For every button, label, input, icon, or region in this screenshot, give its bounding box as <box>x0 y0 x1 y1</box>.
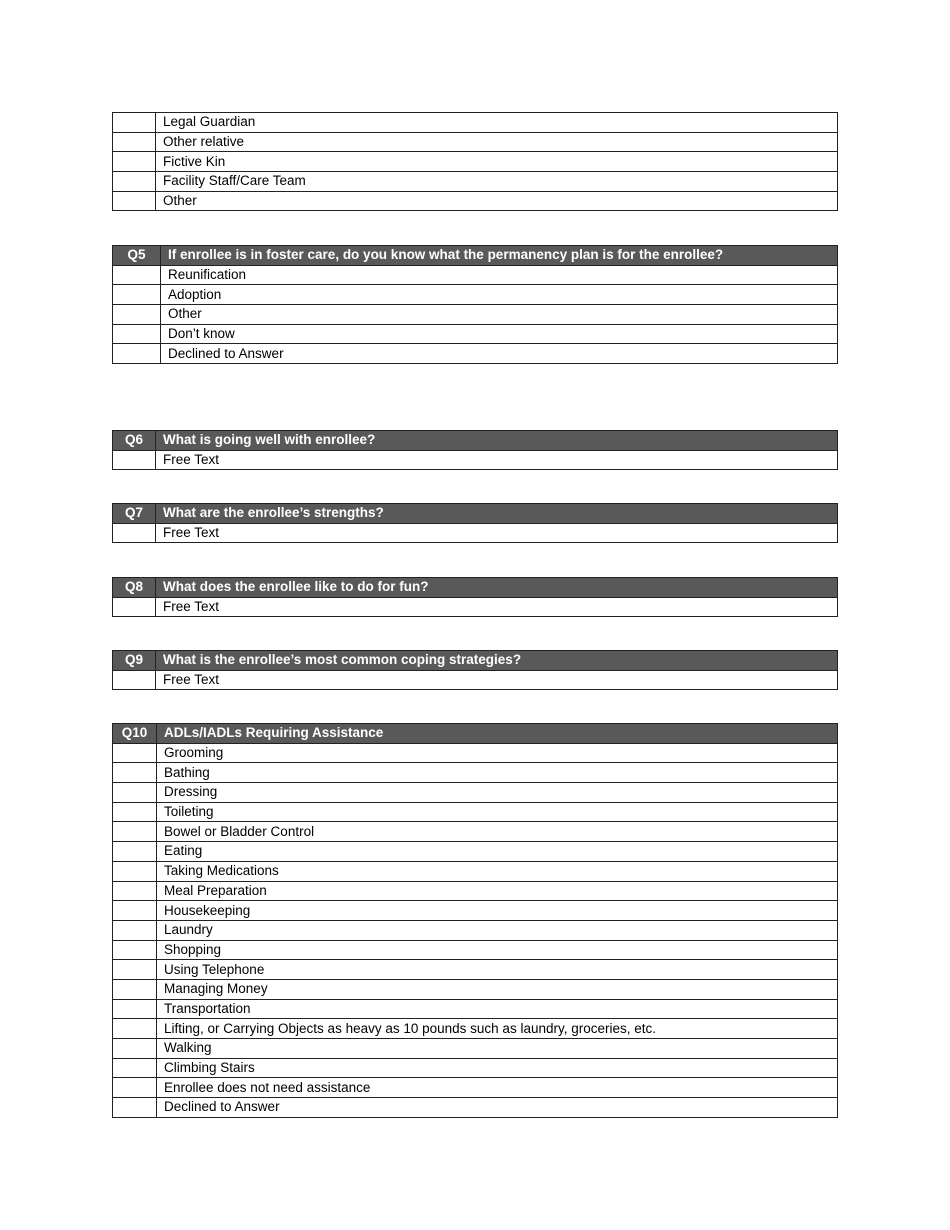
q6-number: Q6 <box>113 431 156 451</box>
option-label: Other relative <box>156 132 838 152</box>
option-label: Laundry <box>157 920 838 940</box>
answer-checkbox-cell[interactable] <box>113 783 157 803</box>
option-row <box>113 842 838 862</box>
option-row <box>113 324 838 344</box>
option-label: Adoption <box>161 285 838 305</box>
answer-checkbox-cell[interactable] <box>113 822 157 842</box>
option-row <box>113 1058 838 1078</box>
option-row <box>113 960 838 980</box>
option-label: Lifting, or Carrying Objects as heavy as 10 pounds such as laundry, groceries, etc. <box>157 1019 838 1039</box>
option-row <box>113 172 838 192</box>
answer-checkbox-cell[interactable] <box>113 265 161 285</box>
option-row <box>113 763 838 783</box>
option-label: Eating <box>157 842 838 862</box>
option-label: Reunification <box>161 265 838 285</box>
option-row <box>113 152 838 172</box>
q5-table <box>112 245 838 364</box>
option-row <box>113 940 838 960</box>
answer-checkbox-cell[interactable] <box>113 960 157 980</box>
option-label: Free Text <box>156 670 838 690</box>
option-row <box>113 191 838 211</box>
answer-checkbox-cell[interactable] <box>113 999 157 1019</box>
option-row <box>113 132 838 152</box>
option-row <box>113 999 838 1019</box>
q7-header-row <box>113 504 838 524</box>
answer-checkbox-cell[interactable] <box>113 305 161 325</box>
option-label: Other <box>156 191 838 211</box>
q6-header-row <box>113 431 838 451</box>
q10-question: ADLs/IADLs Requiring Assistance <box>157 724 838 744</box>
answer-checkbox-cell[interactable] <box>113 940 157 960</box>
option-row <box>113 523 838 543</box>
q8-table <box>112 577 838 617</box>
option-row <box>113 979 838 999</box>
option-row <box>113 920 838 940</box>
q7-table <box>112 503 838 543</box>
option-label: Declined to Answer <box>161 344 838 364</box>
option-label: Shopping <box>157 940 838 960</box>
option-label: Toileting <box>157 802 838 822</box>
option-label: Managing Money <box>157 979 838 999</box>
option-row <box>113 597 838 617</box>
q7-number: Q7 <box>113 504 156 524</box>
answer-checkbox-cell[interactable] <box>113 1098 157 1118</box>
answer-checkbox-cell[interactable] <box>113 920 157 940</box>
option-label: Transportation <box>157 999 838 1019</box>
option-row <box>113 1098 838 1118</box>
q8-number: Q8 <box>113 578 156 598</box>
answer-checkbox-cell[interactable] <box>113 901 157 921</box>
option-label: Meal Preparation <box>157 881 838 901</box>
option-label: Climbing Stairs <box>157 1058 838 1078</box>
answer-checkbox-cell[interactable] <box>113 743 157 763</box>
option-row <box>113 1019 838 1039</box>
option-row <box>113 1078 838 1098</box>
option-row <box>113 901 838 921</box>
q9-header-row <box>113 651 838 671</box>
answer-checkbox-cell[interactable] <box>113 450 156 470</box>
option-row <box>113 305 838 325</box>
q6-table <box>112 430 838 470</box>
answer-checkbox-cell[interactable] <box>113 802 157 822</box>
answer-checkbox-cell[interactable] <box>113 152 156 172</box>
q9-number: Q9 <box>113 651 156 671</box>
answer-checkbox-cell[interactable] <box>113 113 156 133</box>
option-label: Don’t know <box>161 324 838 344</box>
option-row <box>113 822 838 842</box>
answer-checkbox-cell[interactable] <box>113 1078 157 1098</box>
q9-question: What is the enrollee’s most common coping strategies? <box>156 651 838 671</box>
q10-header-row <box>113 724 838 744</box>
q6-question: What is going well with enrollee? <box>156 431 838 451</box>
option-label: Free Text <box>156 597 838 617</box>
option-row <box>113 344 838 364</box>
q8-question: What does the enrollee like to do for fun? <box>156 578 838 598</box>
answer-checkbox-cell[interactable] <box>113 763 157 783</box>
option-label: Fictive Kin <box>156 152 838 172</box>
option-label: Walking <box>157 1039 838 1059</box>
q5-question: If enrollee is in foster care, do you know what the permanency plan is for the enrollee? <box>161 246 838 266</box>
answer-checkbox-cell[interactable] <box>113 1058 157 1078</box>
answer-checkbox-cell[interactable] <box>113 523 156 543</box>
option-label: Taking Medications <box>157 861 838 881</box>
option-label: Enrollee does not need assistance <box>157 1078 838 1098</box>
option-label: Free Text <box>156 450 838 470</box>
option-label: Legal Guardian <box>156 113 838 133</box>
option-row <box>113 450 838 470</box>
option-row <box>113 113 838 133</box>
option-row <box>113 670 838 690</box>
option-label: Free Text <box>156 523 838 543</box>
option-row <box>113 285 838 305</box>
q10-number: Q10 <box>113 724 157 744</box>
q9-table <box>112 650 838 690</box>
q8-header-row <box>113 578 838 598</box>
option-label: Facility Staff/Care Team <box>156 172 838 192</box>
option-label: Using Telephone <box>157 960 838 980</box>
option-label: Bathing <box>157 763 838 783</box>
option-row <box>113 861 838 881</box>
q4-options-table <box>112 112 838 211</box>
option-label: Declined to Answer <box>157 1098 838 1118</box>
answer-checkbox-cell[interactable] <box>113 861 157 881</box>
option-row <box>113 265 838 285</box>
option-label: Dressing <box>157 783 838 803</box>
answer-checkbox-cell[interactable] <box>113 670 156 690</box>
answer-checkbox-cell[interactable] <box>113 344 161 364</box>
option-row <box>113 743 838 763</box>
q5-header-row <box>113 246 838 266</box>
answer-checkbox-cell[interactable] <box>113 132 156 152</box>
answer-checkbox-cell[interactable] <box>113 1039 157 1059</box>
option-row <box>113 783 838 803</box>
option-row <box>113 881 838 901</box>
answer-checkbox-cell[interactable] <box>113 324 161 344</box>
option-label: Grooming <box>157 743 838 763</box>
option-label: Bowel or Bladder Control <box>157 822 838 842</box>
q7-question: What are the enrollee’s strengths? <box>156 504 838 524</box>
answer-checkbox-cell[interactable] <box>113 881 157 901</box>
answer-checkbox-cell[interactable] <box>113 172 156 192</box>
answer-checkbox-cell[interactable] <box>113 597 156 617</box>
answer-checkbox-cell[interactable] <box>113 979 157 999</box>
q5-number: Q5 <box>113 246 161 266</box>
option-label: Other <box>161 305 838 325</box>
answer-checkbox-cell[interactable] <box>113 191 156 211</box>
answer-checkbox-cell[interactable] <box>113 285 161 305</box>
option-row <box>113 1039 838 1059</box>
option-label: Housekeeping <box>157 901 838 921</box>
answer-checkbox-cell[interactable] <box>113 1019 157 1039</box>
option-row <box>113 802 838 822</box>
answer-checkbox-cell[interactable] <box>113 842 157 862</box>
q10-table <box>112 723 838 1118</box>
